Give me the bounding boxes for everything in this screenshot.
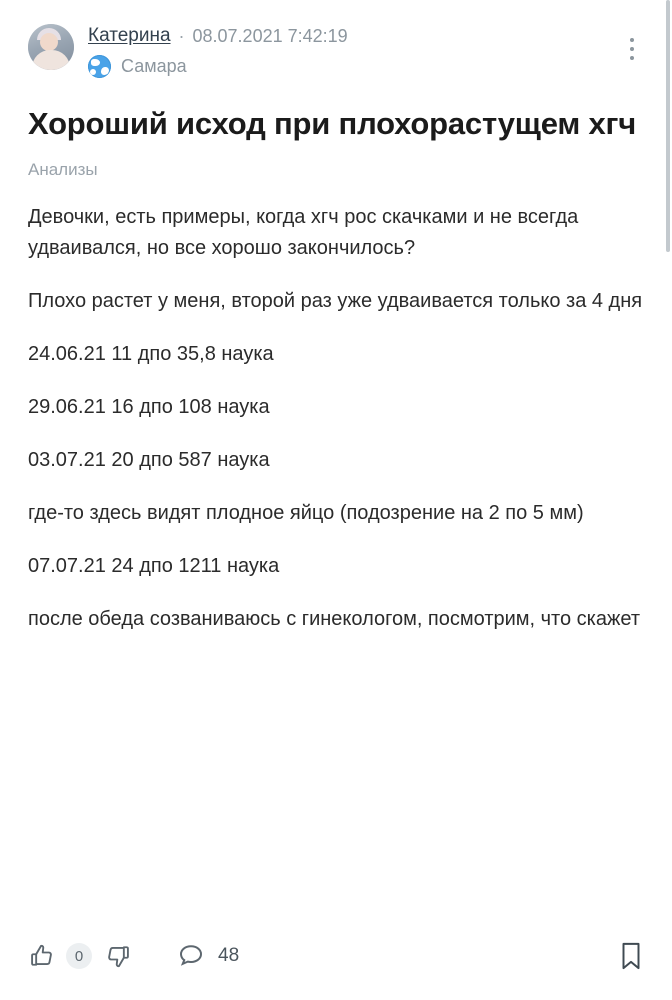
author-link[interactable]: Катерина [88, 25, 171, 46]
post-paragraph: где-то здесь видят плодное яйцо (подозрение на 2 по 5 мм) [28, 502, 584, 524]
post-category[interactable]: Анализы [28, 160, 98, 179]
kebab-menu-icon[interactable] [620, 32, 644, 66]
post-paragraph: 03.07.21 20 дпо 587 наука [28, 449, 270, 471]
post-footer [28, 934, 644, 978]
post-paragraph: Плохо растет у меня, второй раз уже удваивается только за 4 дня [28, 290, 643, 312]
bookmark-icon[interactable] [618, 941, 644, 971]
page-title: Хороший исход при плохорастущем хгч [28, 106, 637, 141]
post-paragraph: Девочки, есть примеры, когда хгч рос скачками и не всегда удваивался, но все хорошо закончилось? [28, 206, 579, 259]
author-line [88, 24, 644, 48]
post-paragraph: 29.06.21 16 дпо 108 наука [28, 396, 270, 418]
geo-label[interactable]: Самара [121, 56, 187, 76]
post-paragraph: после обеда созваниваюсь с гинекологом, посмотрим, что скажет [28, 608, 640, 630]
post-paragraph: 24.06.21 11 дпо 35,8 наука [28, 343, 274, 365]
thumbs-down-icon[interactable] [104, 942, 132, 970]
speech-bubble-icon[interactable] [176, 941, 206, 971]
globe-icon [88, 55, 111, 78]
post-timestamp: 08.07.2021 7:42:19 [192, 26, 348, 46]
post-header [28, 22, 644, 78]
post-meta [88, 22, 644, 78]
avatar[interactable] [28, 24, 74, 70]
comments-button[interactable] [176, 941, 239, 971]
avatar-face [40, 33, 58, 51]
reaction-group [28, 942, 132, 970]
vertical-scrollbar[interactable] [666, 0, 670, 252]
comment-count: 48 [218, 945, 240, 966]
thumbs-up-icon[interactable] [28, 942, 56, 970]
like-count: 0 [66, 943, 92, 969]
post-paragraph: 07.07.21 24 дпо 1211 наука [28, 555, 280, 577]
meta-separator: · [178, 26, 185, 46]
post-body [28, 202, 644, 635]
geo-line [88, 55, 644, 78]
